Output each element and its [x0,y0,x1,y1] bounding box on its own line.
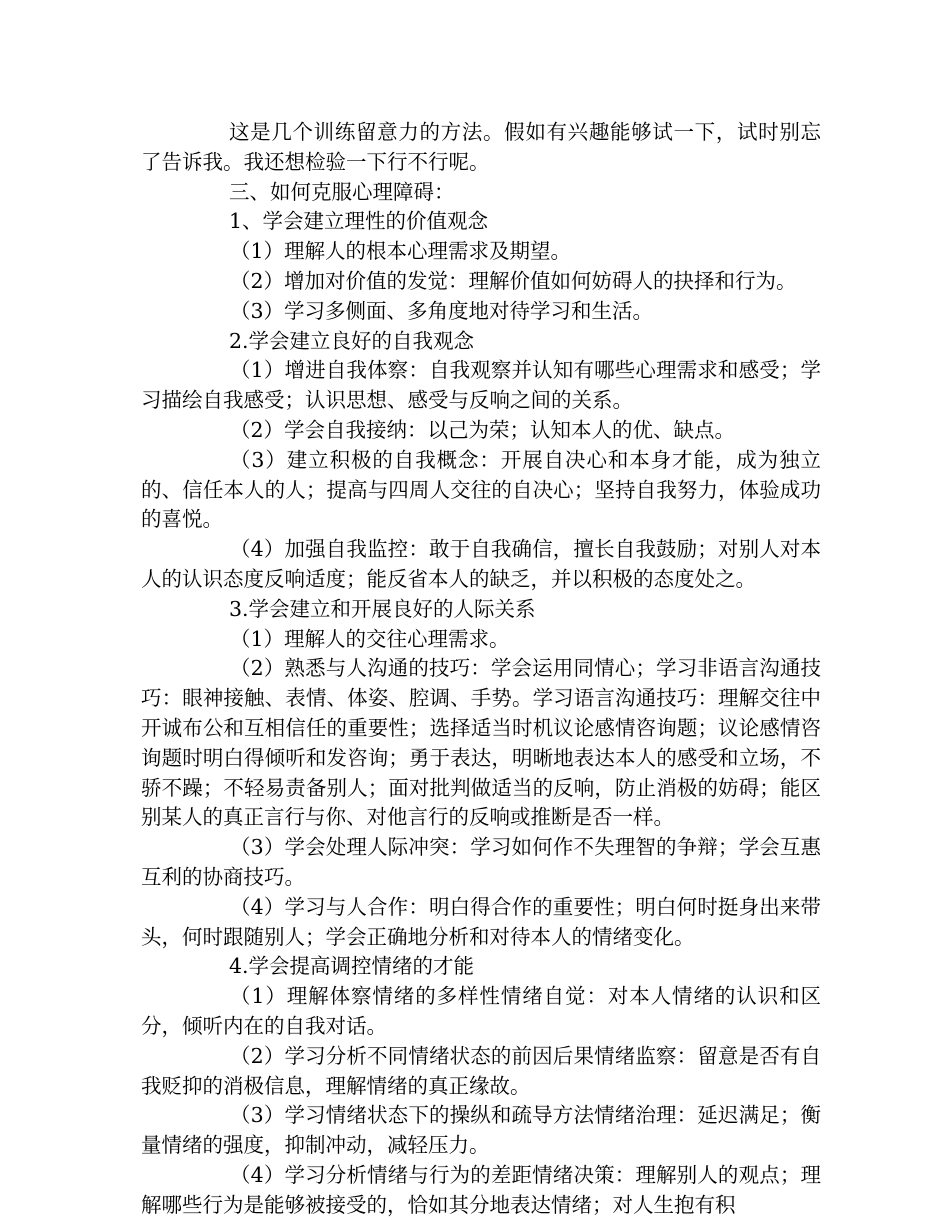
document-body [141,118,821,1220]
paragraph-intro: 这是几个训练留意力的方法。假如有兴趣能够试一下，试时别忘了告诉我。我还想检验一下行不行呢。 [141,120,821,174]
item-2-1: （1）增进自我体察：自我观察并认知有哪些心理需求和感受；学习描绘自我感受；认识思想、感受与反响之间的关系。 [141,358,821,413]
item-3-3: （3）学会处理人际冲突：学习如何作不失理智的争辩；学会互惠互利的协商技巧。 [141,835,821,889]
item-4-1: （1）理解体察情绪的多样性情绪自觉：对本人情绪的认识和区分，倾听内在的自我对话。 [141,984,821,1038]
item-2-4: （4）加强自我监控：敢于自我确信，擅长自我鼓励；对别人对本人的认识态度反响适度；能反省本人的缺乏，并以积极的态度处之。 [141,537,821,591]
item-2-2: （2）学会自我接纳：以己为荣；认知本人的优、缺点。 [230,417,736,442]
item-3-4: （4）学习与人合作：明白得合作的重要性；明白何时挺身出来带头，何时跟随别人；学会正确地分析和对待本人的情绪变化。 [141,894,821,949]
subheading-4: 4.学会提高调控情绪的才能 [229,954,475,979]
item-2-3: （3）建立积极的自我概念：开展自决心和本身才能，成为独立的、信任本人的人；提高与四周人交往的自决心；坚持自我努力，体验成功的喜悦。 [141,447,821,532]
item-4-2: （2）学习分析不同情绪状态的前因后果情绪监察：留意是否有自我贬抑的消极信息，理解情绪的真正缘故。 [141,1043,821,1098]
subheading-3: 3.学会建立和开展良好的人际关系 [229,596,536,621]
section-heading: 三、如何克服心理障碍： [229,179,455,204]
subheading-1: 1、学会建立理性的价值观念 [229,209,489,234]
item-3-2: （2）熟悉与人沟通的技巧：学会运用同情心；学习非语言沟通技巧：眼神接触、表情、体姿、腔调、手势。学习语言沟通技巧：理解交往中开诚布公和互相信任的重要性；选择适当时机议论感情咨询题；议论感情咨询题时明白得倾听和发咨询；勇于表达，明晰地表达本人的感受和立场，不骄不躁；不轻易责备别人；面对批判做适当的反响，防止消极的妨碍；能区别某人的真正言行与你、对他言行的反响或推断是否一样。 [141,656,821,830]
subheading-2: 2.学会建立良好的自我观念 [229,328,475,353]
item-4-3: （3）学习情绪状态下的操纵和疏导方法情绪治理：延迟满足；衡量情绪的强度，抑制冲动，减轻压力。 [141,1103,821,1158]
item-3-1: （1）理解人的交往心理需求。 [230,626,510,651]
item-4-4: （4）学习分析情绪与行为的差距情绪决策：理解别人的观点；理解哪些行为是能够被接受的，恰如其分地表达情绪；对人生抱有积 [141,1162,821,1217]
item-1-3: （3）学习多侧面、多角度地对待学习和生活。 [230,298,654,323]
item-1-1: （1）理解人的根本心理需求及期望。 [230,239,572,264]
item-1-2: （2）增加对价值的发觉：理解价值如何妨碍人的抉择和行为。 [230,268,797,293]
